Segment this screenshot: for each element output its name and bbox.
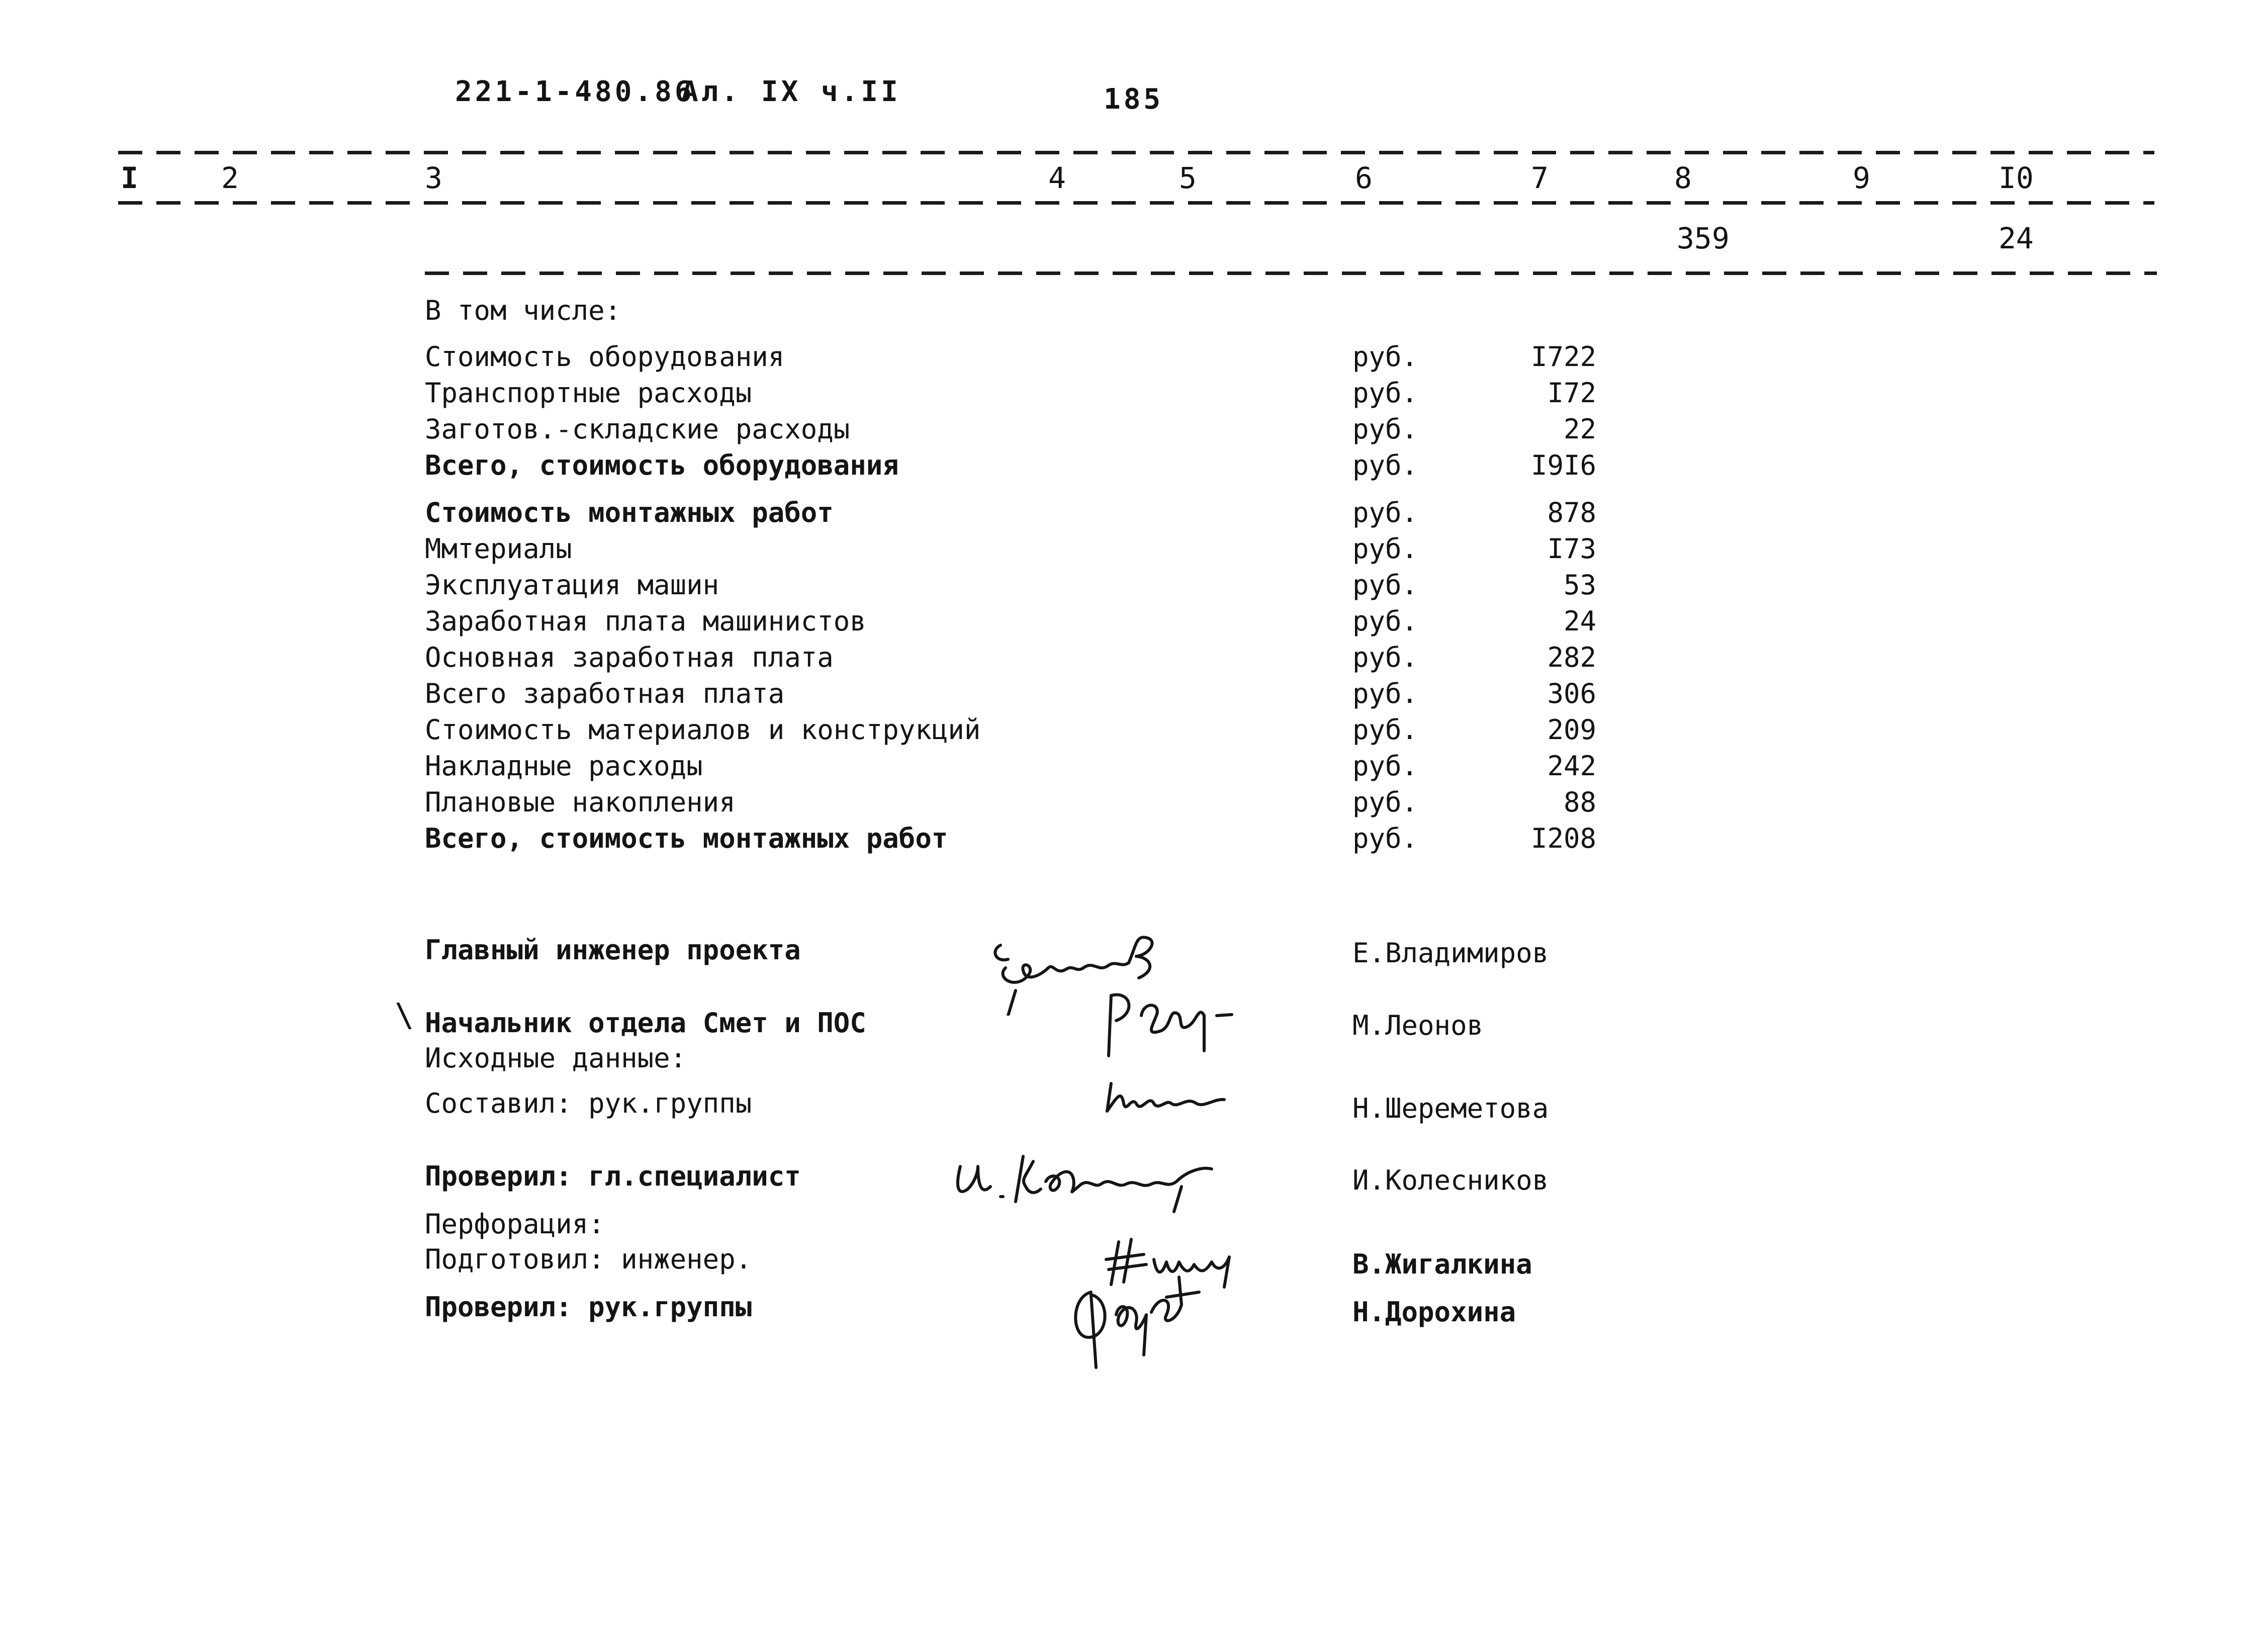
checked-group-signature [1061,1267,1217,1378]
installation-row-label: Стоимость материалов и конструкций [425,714,981,746]
margin-check-mark: \ [395,997,414,1034]
checked-specialist-name: И.Колесников [1352,1164,1549,1196]
chief-engineer-role: Главный инженер проекта [425,934,801,966]
installation-row-unit: руб. [1352,497,1418,528]
installation-row-label: Всего заработная плата [425,678,785,709]
column-number-5: 5 [1179,161,1197,195]
dept-head-name: М.Леонов [1352,1010,1484,1041]
album-reference: Ал. IX ч.II [681,75,901,108]
installation-total-unit: руб. [1352,823,1418,854]
header-top-rule [118,151,2154,154]
prepared-role: Подготовил: инженер. [425,1243,752,1275]
installation-row-value: 88 [1563,786,1596,818]
column-number-7: 7 [1531,161,1549,195]
column-number-4: 4 [1048,161,1066,195]
prepared-name: В.Жигалкина [1352,1248,1532,1280]
installation-row-value: 53 [1563,569,1596,601]
chief-engineer-name: Е.Владимиров [1352,937,1549,969]
checked-specialist-role: Проверил: гл.специалист [425,1160,801,1192]
checked-group-role: Проверил: рук.группы [425,1291,752,1323]
equipment-row-value: 22 [1563,413,1596,445]
column-number-2: 2 [221,161,239,195]
installation-row-unit: руб. [1352,678,1418,709]
equipment-row-label: Транспортные расходы [425,377,752,409]
equipment-row-unit: руб. [1352,377,1418,409]
page-number: 185 [1104,83,1164,116]
installation-row-value: 306 [1547,678,1596,709]
equipment-row-value: I722 [1530,341,1596,373]
installation-row-label: Накладные расходы [425,750,703,782]
column-number-3: 3 [425,161,442,195]
installation-row-value: I73 [1547,533,1596,565]
installation-row-value: 878 [1547,497,1596,528]
compiled-signature [1101,1068,1232,1124]
installation-row-value: 209 [1547,714,1596,746]
column-number-1: I [121,161,138,195]
column-number-6: 6 [1355,161,1373,195]
equipment-total-unit: руб. [1352,449,1418,481]
section-title: В том числе: [425,295,621,326]
installation-row-value: 24 [1563,605,1596,637]
installation-row-unit: руб. [1352,786,1418,818]
equipment-total-label: Всего, стоимость оборудования [425,449,899,481]
installation-row-value: 282 [1547,642,1596,673]
installation-row-value: 242 [1547,750,1596,782]
checked-group-name: Н.Дорохина [1352,1296,1516,1328]
total-column-10: 24 [1999,221,2034,255]
installation-row-unit: руб. [1352,714,1418,746]
column-number-8: 8 [1674,161,1692,195]
equipment-row-unit: руб. [1352,413,1418,445]
checked-specialist-signature [950,1141,1232,1217]
installation-row-unit: руб. [1352,750,1418,782]
dept-head-signature [1096,985,1247,1066]
totals-rule [425,271,2157,275]
source-data-label: Исходные данные: [425,1042,687,1074]
installation-row-label: Плановые накопления [425,786,736,818]
column-number-9: 9 [1853,161,1870,195]
column-number-10: I0 [1999,161,2034,195]
installation-row-label: Эксплуатация машин [425,569,719,601]
installation-row-unit: руб. [1352,533,1418,565]
header-bottom-rule [118,201,2154,205]
total-column-8: 359 [1677,221,1730,255]
installation-row-unit: руб. [1352,642,1418,673]
equipment-row-unit: руб. [1352,341,1418,373]
equipment-row-value: I72 [1547,377,1596,409]
installation-row-label: Основная заработная плата [425,642,834,673]
equipment-row-label: Стоимость оборудования [425,341,785,373]
installation-row-unit: руб. [1352,605,1418,637]
installation-row-unit: руб. [1352,569,1418,601]
compiled-role: Составил: рук.группы [425,1087,752,1119]
compiled-name: Н.Шереметова [1352,1093,1549,1124]
installation-total-value: I208 [1530,823,1596,854]
perforation-label: Перфорация: [425,1208,605,1240]
installation-row-label: Стоимость монтажных работ [425,497,834,528]
equipment-total-value: I9I6 [1530,449,1596,481]
document-code: 221-1-480.86 [455,75,695,108]
installation-row-label: Ммтериалы [425,533,572,565]
dept-head-role: Начальник отдела Смет и ПОС [425,1007,866,1039]
installation-total-label: Всего, стоимость монтажных работ [425,823,948,854]
equipment-row-label: Заготов.-складские расходы [425,413,850,445]
installation-row-label: Заработная плата машинистов [425,605,866,637]
